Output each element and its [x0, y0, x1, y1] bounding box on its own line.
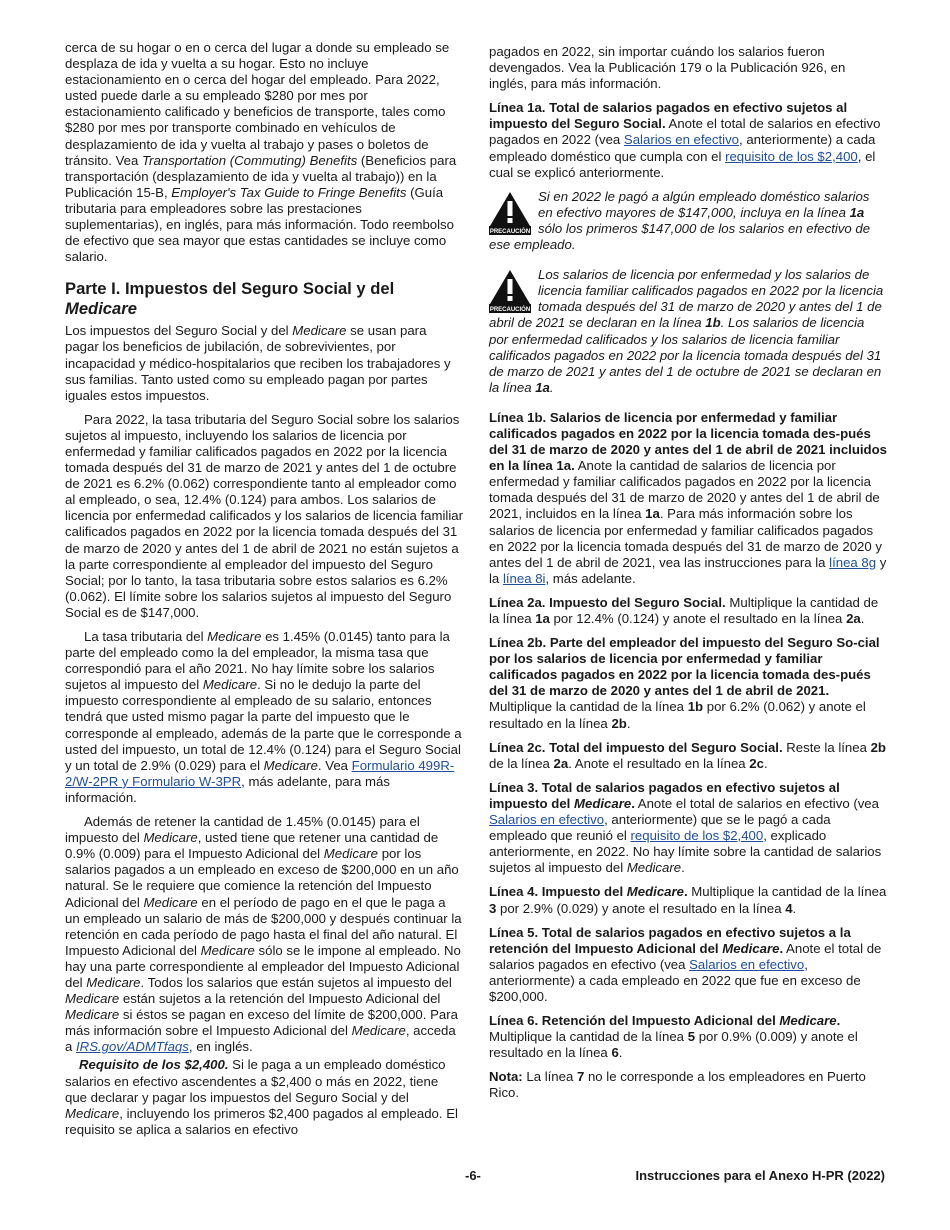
text-run: , anteriormente) a cada empleado doméstico que cumpla con el: [489, 132, 876, 164]
text-run: Medicare: [292, 323, 347, 339]
text-run: Medicare: [263, 757, 318, 773]
text-link[interactable]: línea 8g: [829, 554, 877, 570]
text-run: .: [763, 755, 768, 771]
text-run: Línea 4. Impuesto del: [489, 884, 627, 900]
text-run: Requisito de los $2,400.: [79, 1057, 229, 1073]
text-run: Nota:: [489, 1069, 523, 1085]
text-link[interactable]: requisito de los $2,400: [630, 828, 764, 844]
section-heading-parte-i: [65, 279, 463, 319]
text-run: 3: [489, 900, 497, 916]
line-4-paragraph: [489, 884, 887, 916]
text-run: Transportation (Commuting) Benefits: [141, 152, 358, 168]
text-run: por 0.9% (0.009) y anote el resultado en la línea: [489, 1029, 858, 1061]
text-run: , explicado anteriormente, en 2022. No hay límite sobre la cantidad de salarios sujetos al impuesto del: [489, 828, 882, 876]
text-link[interactable]: Salarios en efectivo: [489, 812, 605, 828]
text-run: 1b: [705, 315, 721, 331]
text-run: 1a: [645, 506, 660, 522]
text-run: Línea 6. Retención del Impuesto Adicional del: [489, 1013, 780, 1029]
text-link[interactable]: Formulario 499R-2/W-2PR y Formulario W-3PR: [65, 757, 455, 789]
text-run: Medicare: [351, 1023, 406, 1039]
text-run: Medicare: [143, 894, 198, 910]
caution-1-text: [489, 189, 870, 252]
text-run: no le corresponde a los empleadores en Puerto Rico.: [489, 1069, 866, 1101]
text-run: . Los salarios de licencia por enfermedad calificados y los salarios de licencia familiar calificados pagados en 2022 por la licencia tomada después del 31 de marzo de 2021 y antes del 1 de octubre de 2021 se declaran en la línea: [489, 315, 882, 395]
additional-medicare-paragraph: [65, 814, 463, 1055]
text-run: 5: [687, 1029, 696, 1045]
requisito-paragraph: [65, 1057, 463, 1137]
text-run: Medicare: [65, 1105, 120, 1121]
text-run: Línea 2a. Impuesto del Seguro Social.: [489, 594, 726, 610]
text-run: se usan para pagar los beneficios de jubilación, de sobrevivientes, por incapacidad y médico-hospitalarios que reciben los trabajadores y sus familias. Tanto usted como su empleado pagan por partes iguales estos impuestos.: [65, 323, 451, 403]
caution-note-2: [489, 267, 887, 396]
text-run: Multiplique la cantidad de la línea: [687, 884, 887, 900]
text-run: por los salarios pagados a un empleado en exceso de $200,000 en un año natural. Se le requiere que comience la retención del Impuesto Adicional del: [65, 846, 459, 910]
text-run: . Vea: [317, 757, 352, 773]
caution-2-text: [489, 267, 883, 395]
text-run: Medicare: [323, 846, 379, 862]
text-run: Anote el total de salarios pagados en efectivo (vea: [489, 940, 882, 972]
text-run: 7: [576, 1069, 585, 1085]
text-run: , más adelante, para más información.: [65, 773, 390, 805]
text-run: Si le paga a un empleado doméstico salarios en efectivo ascendentes a $2,400 o más en 2022, tiene que declarar y pagar los impuestos del Seguro Social y del: [65, 1057, 446, 1105]
text-run: en el período de pago en el que le paga a un empleado un salario de más de $200,000 y después continuar la retención en cada período de pago hasta el final del año natural. El Impuesto Adicional del: [65, 894, 462, 958]
text-run: Línea 5. Total de salarios pagados en efectivo sujetos a la retención del Impuesto Adicional del: [489, 924, 851, 956]
text-run: Línea 3. Total de salarios pagados en efectivo sujetos al impuesto del: [489, 779, 840, 811]
text-run: .: [779, 940, 784, 956]
text-run: 2a: [846, 611, 861, 626]
text-run: Medicare: [779, 1013, 837, 1029]
taxes-paragraph: [65, 323, 463, 403]
text-run: de la línea: [489, 755, 554, 771]
text-run: Anote la cantidad de salarios de licencia por enfermedad y familiar calificados pagados en 2022 por la licencia tomada después del 31 de marzo de 2020 y antes del 1 de abril de 2021, incluidos en la línea: [489, 458, 880, 522]
text-link[interactable]: Salarios en efectivo: [689, 956, 805, 972]
text-run: Medicare: [722, 940, 780, 956]
line-6-paragraph: [489, 1013, 887, 1061]
text-run: Multiplique la cantidad de la línea: [489, 594, 879, 626]
text-run: Los impuestos del Seguro Social y del: [65, 323, 293, 339]
note-paragraph: [489, 1069, 887, 1101]
text-link[interactable]: requisito de los $2,400: [725, 148, 858, 164]
text-run: Los salarios de licencia por enfermedad y los salarios de licencia familiar calificados pagados en 2022 por la licencia tomada después del 31 de marzo de 2020 y antes del 1 de abril de 2021 se declaran en la línea: [489, 267, 884, 331]
text-run: Employer's Tax Guide to Fringe Benefits: [171, 184, 407, 200]
text-run: por 12.4% (0.124) y anote el resultado en la línea: [549, 611, 847, 626]
text-run: Anote el total de salarios en efectivo (vea: [634, 795, 879, 811]
text-run: Medicare: [86, 974, 141, 990]
social-security-rate-paragraph: [65, 412, 463, 621]
text-run: , anteriormente) a cada empleado en 2022 que fue en exceso de $200,000.: [489, 956, 861, 1004]
page-footer: [65, 1168, 885, 1186]
text-run: Medicare: [626, 884, 684, 900]
text-run: es 1.45% (0.0145) tanto para la parte del empleado como la del empleador, la misma tasa que correspondió para el año 2021. No hay límite sobre los salarios sujetos al impuesto del: [65, 629, 450, 693]
text-run: Línea 1a. Total de salarios pagados en efectivo sujetos al impuesto del Seguro Social.: [489, 100, 848, 132]
text-run: sólo se le impone al empleado. No hay una parte correspondiente al empleador del Impuesto Adicional del: [65, 942, 461, 990]
text-run: , más adelante.: [545, 570, 636, 586]
text-run: .: [860, 611, 865, 626]
right-column: [489, 44, 887, 1110]
text-run: Multiplique la cantidad de la línea: [489, 699, 688, 715]
text-link[interactable]: IRS.gov/ADMTfaqs: [76, 1039, 189, 1055]
line-1a-paragraph: [489, 100, 887, 180]
text-run: .: [631, 795, 635, 811]
text-run: Medicare: [202, 677, 258, 693]
text-run: La tasa tributaria del: [84, 629, 208, 644]
text-run: Si en 2022 le pagó a algún empleado doméstico salarios en efectivo mayores de $147,000, incluya en la línea: [538, 188, 870, 220]
text-run: .: [836, 1013, 841, 1029]
text-run: 1a: [849, 204, 865, 220]
caution-icon: [489, 191, 531, 235]
text-run: , incluyendo los primeros $2,400 pagados al empleado. El requisito se aplica a salarios en efectivo: [65, 1105, 458, 1137]
line-2c-paragraph: [489, 740, 887, 772]
text-run: por 6.2% (0.062) y anote el resultado en la línea: [489, 699, 866, 731]
text-run: , anteriormente) que se le pagó a cada empleado que reunió el: [489, 812, 831, 844]
footer-title: Instrucciones para el Anexo H-PR (2022): [635, 1168, 885, 1183]
text-run: Además de retener la cantidad de 1.45% (0.0145) para el impuesto del: [65, 814, 420, 846]
text-run: La línea: [522, 1069, 577, 1085]
text-run: por 2.9% (0.029) y anote el resultado en la línea: [496, 900, 786, 916]
line-2b-paragraph: [489, 635, 887, 732]
caution-note-1: [489, 189, 887, 253]
text-run: . Todos los salarios que están sujetos al impuesto del: [140, 974, 452, 990]
text-run: , usted tiene que retener una cantidad de 0.9% (0.009) para el Impuesto Adicional del: [65, 830, 439, 862]
text-run: cerca de su hogar o en o cerca del lugar a donde su empleado se desplaza de ida y vuelta a su hogar. Esto no incluye estacionamiento en o cerca del hogar del empleado. Para 2022, usted puede darle a su empleado $280 por mes por estacionamiento calificado y beneficios de transporte, tales como $280 por mes por transporte combinado en vehículos de desplazamiento de ida y vuelta al trabajo y pases o boletos de tránsito. Vea: [65, 40, 450, 168]
text-run: y la: [489, 554, 887, 586]
text-run: Medicare: [207, 629, 262, 644]
caution-label: PRECAUCIÓN: [489, 228, 531, 235]
intro-paragraph: [65, 40, 463, 265]
text-run: pagados en 2022, sin importar cuándo los salarios fueron devengados. Vea la Publicación 179 o la Publicación 926, en inglés, para más información.: [489, 44, 846, 92]
text-run: .: [792, 900, 797, 916]
medicare-rate-paragraph: [65, 629, 463, 806]
text-run: si éstos se pagan en exceso del límite de $200,000. Para más información sobre el Impuesto Adicional del: [65, 1007, 458, 1039]
text-run: Medicare: [574, 795, 632, 811]
text-run: Medicare: [65, 1007, 120, 1023]
text-run: Multiplique la cantidad de la línea: [489, 1029, 688, 1045]
text-run: Anote el total de salarios en efectivo pagados en 2022 (vea: [489, 116, 881, 148]
text-run: . Para más información sobre los salarios de licencia por enfermedad y familiar calificados pagados en 2022 por la licencia tomada después del 31 de marzo de 2020 y antes del 1 de abril de 2021, vea las instrucciones para la: [489, 506, 882, 570]
text-run: Parte I. Impuestos del Seguro Social y del: [65, 279, 395, 299]
text-link[interactable]: Salarios en efectivo: [623, 132, 740, 148]
text-run: 1b: [687, 699, 704, 715]
text-run: 1a: [535, 379, 550, 395]
text-run: Medicare: [626, 860, 682, 876]
text-run: Para 2022, la tasa tributaria del Seguro Social sobre los salarios sujetos al impuesto, incluyendo los salarios de licencia por enfermedad y familiar calificados pagados en 2022 por la licencia tomada después del 31 de marzo de 2021 y antes del 1 de octubre de 2021 es 6.2% (0.062) correspondiente tanto al empleador como al empleado, o sea, 12.4% (0.124) para ambos. Los salarios de licencia por enfermedad calificados y los salarios de licencia familiar calificados pagados en 2022 por la licencia tomada después del 31 de marzo de 2020 y antes del 1 de abril de 2021 no están sujetos a la parte correspondiente al empleador del impuesto del Seguro Social; por lo tanto, la tasa tributaria sobre estos salarios es 6.2% (0.062). El límite sobre los salarios sujetos al impuesto del Seguro Social es de $147,000.: [65, 411, 464, 620]
left-column: [65, 40, 463, 1146]
continuation-paragraph: [489, 44, 887, 92]
text-run: Medicare: [65, 991, 120, 1007]
text-run: 2c: [749, 755, 764, 771]
text-run: .: [618, 1045, 623, 1061]
text-run: 2b: [870, 739, 886, 755]
caution-label: PRECAUCIÓN: [489, 307, 531, 314]
text-run: 2a: [553, 755, 569, 771]
text-run: . Anote el resultado en la línea: [568, 755, 750, 771]
text-run: Línea 2b. Parte del empleador del impuesto del Seguro So-cial por los salarios de licencia por enfermedad y familiar calificados pagados en 2022 por la licencia tomada des-pués del 31 de marzo de 2020 y antes del 1 de abril de 2021.: [489, 635, 880, 699]
page-number: -6-: [465, 1168, 481, 1183]
text-run: .: [683, 884, 688, 900]
text-run: , el cual se explicó anteriormente.: [489, 148, 876, 180]
caution-icon: [489, 269, 531, 313]
text-run: 1a: [535, 611, 550, 626]
text-run: Línea 2c. Total del impuesto del Seguro Social.: [489, 739, 783, 755]
text-run: Medicare: [65, 299, 137, 319]
text-run: Medicare: [143, 830, 198, 846]
text-link[interactable]: línea 8i: [502, 570, 546, 586]
text-run: (Guía tributaria para empleadores sobre las prestaciones suplementarias), en inglés, para más información. Todo reembolso de efectivo que sea mayor que estas cantidades se incluye como salario.: [65, 184, 454, 265]
text-run: 4: [785, 900, 793, 916]
text-run: 2b: [611, 715, 627, 731]
line-5-paragraph: [489, 925, 887, 1005]
text-run: , acceda a: [65, 1023, 456, 1055]
text-run: , en inglés.: [188, 1039, 253, 1055]
text-run: Medicare: [200, 942, 255, 958]
text-run: 6: [611, 1045, 619, 1061]
text-run: sólo los primeros $147,000 de los salarios en efectivo de ese empleado.: [489, 220, 871, 253]
text-run: están sujetos a la retención del Impuesto Adicional del: [119, 991, 441, 1007]
line-3-paragraph: [489, 780, 887, 877]
text-run: .: [681, 860, 685, 876]
line-1b-paragraph: [489, 410, 887, 587]
line-2a-paragraph: [489, 595, 887, 627]
text-run: Línea 1b. Salarios de licencia por enfermedad y familiar calificados pagados en 2022 por la licencia tomada des-pués del 31 de marzo de 2020 y antes del 1 de abril de 2021 incluidos en la línea 1a.: [489, 409, 887, 474]
text-run: .: [549, 379, 554, 395]
text-run: .: [626, 715, 631, 731]
text-run: (Beneficios para transportación (desplazamiento de ida y vuelta al trabajo)) en la Publicación 15-B,: [65, 152, 457, 200]
text-run: . Si no le dedujo la parte del impuesto correspondiente al empleado de su salario, entonces tendrá que usted mismo pagar la parte del impuesto que le corresponde al empleado, además de la parte que le corresponde a usted del impuesto, un total de 12.4% (0.124) para el Seguro Social y un total de 2.9% (0.029) para el: [65, 677, 462, 773]
text-run: Reste la línea: [782, 739, 871, 755]
